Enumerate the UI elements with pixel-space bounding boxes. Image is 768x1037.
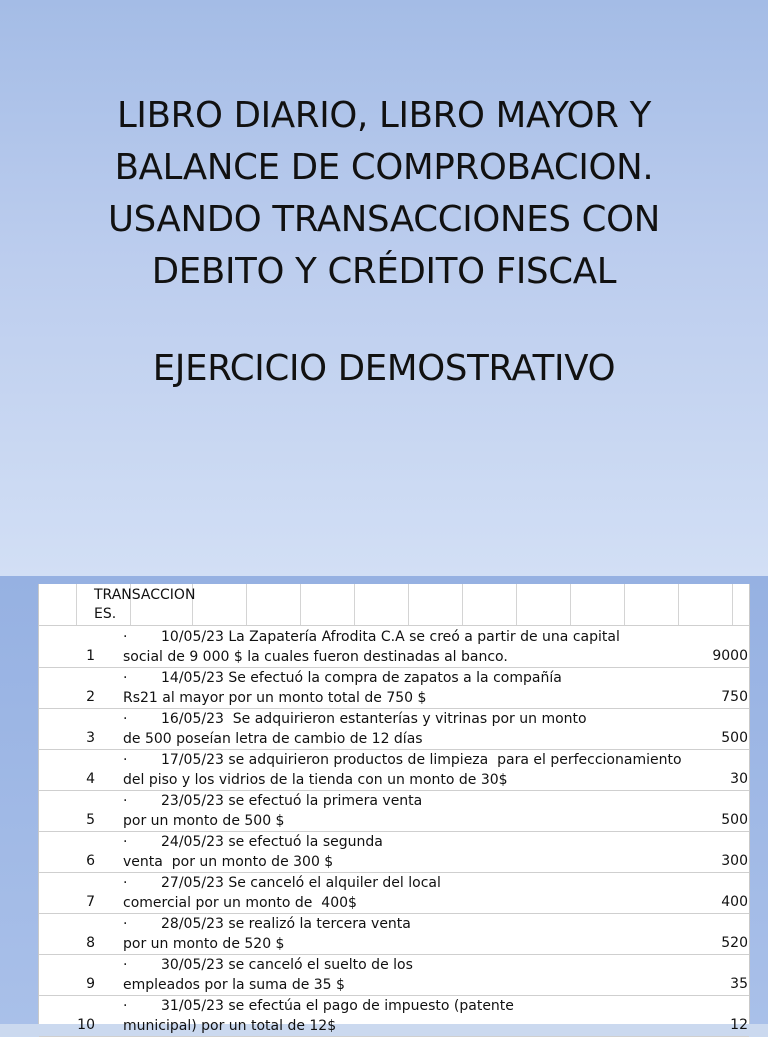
title-line: USANDO TRANSACCIONES CON xyxy=(107,199,661,240)
description-line: de 500 poseían letra de cambio de 12 días xyxy=(123,731,423,747)
description-line: 30/05/23 se canceló el suelto de los xyxy=(161,957,413,973)
description-line: 17/05/23 se adquirieron productos de limpieza para el perfeccionamiento xyxy=(161,752,682,768)
table-row xyxy=(39,995,749,1037)
bullet-icon: · xyxy=(123,998,128,1014)
description-line: 23/05/23 se efectuó la primera venta xyxy=(161,793,423,809)
row-amount: 12 xyxy=(730,1017,748,1033)
row-number: 10 xyxy=(77,1017,95,1033)
table-row xyxy=(39,790,749,832)
slide-title xyxy=(40,90,728,298)
description-line: 28/05/23 se realizó la tercera venta xyxy=(161,916,411,932)
description-line: por un monto de 520 $ xyxy=(123,936,285,952)
row-description xyxy=(123,668,703,708)
title-line: DEBITO Y CRÉDITO FISCAL xyxy=(151,251,617,292)
row-amount: 400 xyxy=(721,894,748,910)
table-header-row xyxy=(39,584,749,626)
description-line: 31/05/23 se efectúa el pago de impuesto (patente xyxy=(161,998,514,1014)
row-description xyxy=(123,996,703,1036)
description-line: social de 9 000 $ la cuales fueron destinadas al banco. xyxy=(123,649,508,665)
table-row xyxy=(39,626,749,668)
table-row xyxy=(39,667,749,709)
row-amount: 520 xyxy=(721,935,748,951)
row-amount: 35 xyxy=(730,976,748,992)
row-number: 9 xyxy=(86,976,95,992)
row-description xyxy=(123,791,703,831)
bullet-icon: · xyxy=(123,916,128,932)
description-line: Rs21 al mayor por un monto total de 750 $ xyxy=(123,690,427,706)
row-amount: 300 xyxy=(721,853,748,869)
description-line: comercial por un monto de 400$ xyxy=(123,895,357,911)
table-row xyxy=(39,954,749,996)
title-line: LIBRO DIARIO, LIBRO MAYOR Y xyxy=(116,95,652,136)
row-amount: 9000 xyxy=(712,648,748,664)
row-number: 2 xyxy=(86,689,95,705)
description-line: 10/05/23 La Zapatería Afrodita C.A se creó a partir de una capital xyxy=(161,629,620,645)
description-line: 27/05/23 Se canceló el alquiler del local xyxy=(161,875,441,891)
table-row xyxy=(39,872,749,914)
bullet-icon: · xyxy=(123,629,128,645)
row-amount: 500 xyxy=(721,730,748,746)
description-line: 14/05/23 Se efectuó la compra de zapatos a la compañía xyxy=(161,670,562,686)
table-row xyxy=(39,913,749,955)
title-line: BALANCE DE COMPROBACION. xyxy=(114,147,654,188)
row-number: 1 xyxy=(86,648,95,664)
row-amount: 30 xyxy=(730,771,748,787)
row-amount: 500 xyxy=(721,812,748,828)
description-line: venta por un monto de 300 $ xyxy=(123,854,334,870)
description-line: por un monto de 500 $ xyxy=(123,813,285,829)
row-amount: 750 xyxy=(721,689,748,705)
transactions-table xyxy=(38,584,750,1034)
row-number: 4 xyxy=(86,771,95,787)
row-description xyxy=(123,955,703,995)
row-description xyxy=(123,750,703,790)
row-description xyxy=(123,873,703,913)
description-line: municipal) por un total de 12$ xyxy=(123,1018,337,1034)
row-number: 3 xyxy=(86,730,95,746)
bullet-icon: · xyxy=(123,711,128,727)
description-line: 16/05/23 Se adquirieron estanterías y vitrinas por un monto xyxy=(161,711,587,727)
bullet-icon: · xyxy=(123,875,128,891)
description-line: empleados por la suma de 35 $ xyxy=(123,977,345,993)
bullet-icon: · xyxy=(123,793,128,809)
bullet-icon: · xyxy=(123,834,128,850)
row-description xyxy=(123,709,703,749)
row-number: 8 xyxy=(86,935,95,951)
table-row xyxy=(39,749,749,791)
slide-subtitle: EJERCICIO DEMOSTRATIVO xyxy=(152,348,616,389)
row-number: 5 xyxy=(86,812,95,828)
row-number: 6 xyxy=(86,853,95,869)
description-line: 24/05/23 se efectuó la segunda xyxy=(161,834,383,850)
bullet-icon: · xyxy=(123,670,128,686)
bullet-icon: · xyxy=(123,957,128,973)
row-description xyxy=(123,627,703,667)
row-description xyxy=(123,914,703,954)
description-line: del piso y los vidrios de la tienda con un monto de 30$ xyxy=(123,772,508,788)
bullet-icon: · xyxy=(123,752,128,768)
row-number: 7 xyxy=(86,894,95,910)
table-header-transacciones xyxy=(94,586,204,624)
header-line: ES. xyxy=(94,606,117,622)
table-row xyxy=(39,831,749,873)
row-description xyxy=(123,832,703,872)
header-line: TRANSACCION xyxy=(94,587,196,603)
table-row xyxy=(39,708,749,750)
